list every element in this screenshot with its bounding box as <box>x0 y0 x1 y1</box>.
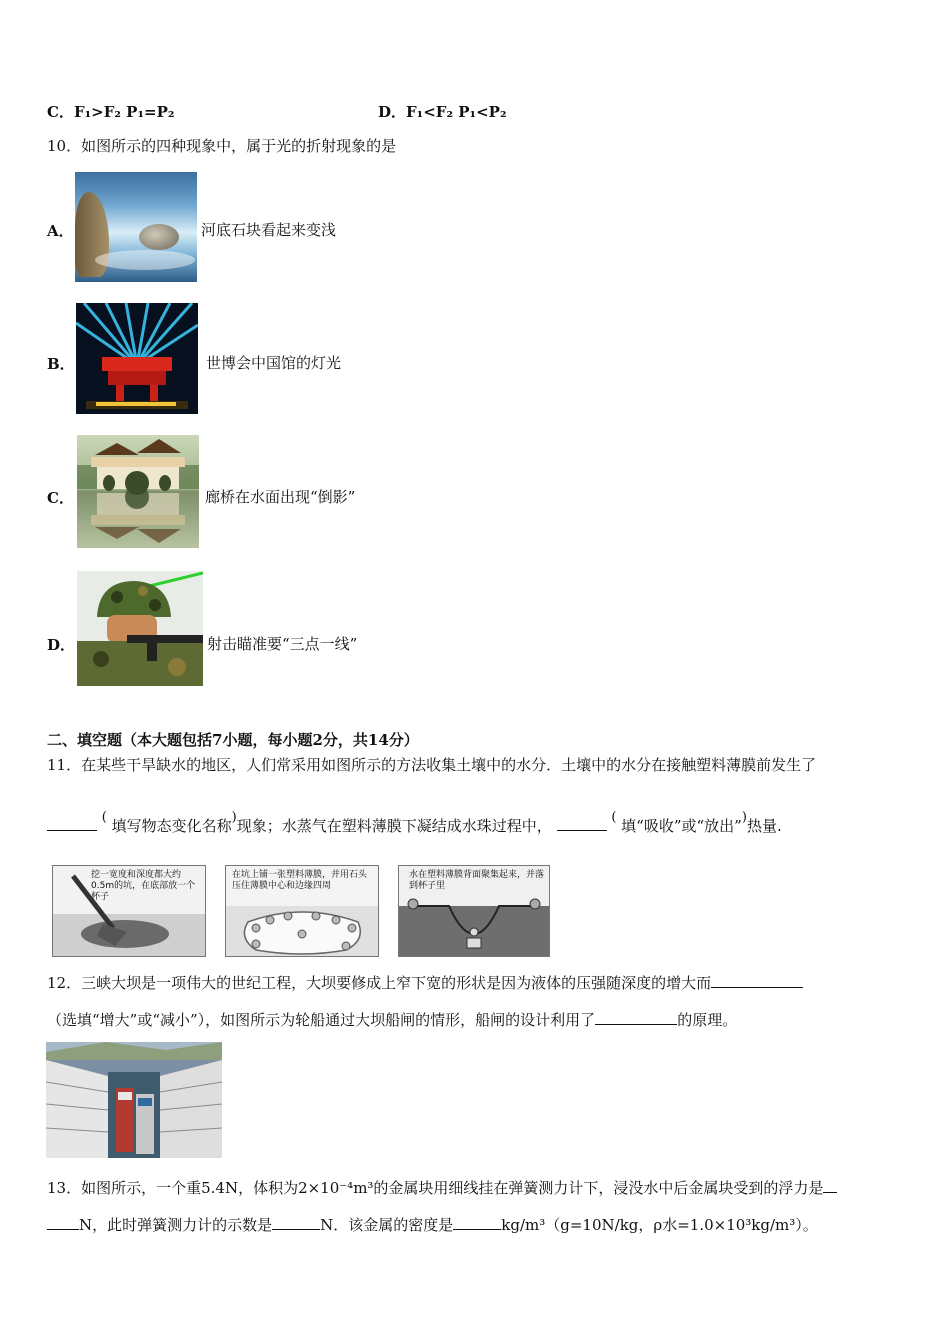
q11-paren-open-2: ( <box>611 810 617 825</box>
q11-paren-open-1: ( <box>101 810 107 825</box>
q11-hint-2: 填“吸收”或“放出” <box>621 817 742 835</box>
q10-option-a-label: A． <box>47 222 74 240</box>
q13-text-a: 13．如图所示，一个重5.4N，体积为2×10⁻⁴m³的金属块用细线挂在弹簧测力计下，浸没水中后金属块受到的浮力是 <box>47 1179 824 1197</box>
q10-option-d-text: 射击瞄准要“三点一线” <box>207 635 358 653</box>
q13-blank-1b[interactable] <box>47 1215 79 1230</box>
q12-line1 <box>47 973 803 993</box>
q13-line1 <box>47 1178 837 1198</box>
q10-option-c-text: 廊桥在水面出现“倒影” <box>205 488 356 506</box>
q10-option-d-label: D． <box>47 636 76 654</box>
q9-option-d <box>378 102 507 122</box>
q12-line2 <box>47 1010 737 1030</box>
q12-blank-1[interactable] <box>711 973 803 988</box>
q11-paren-close-2: ) <box>741 810 747 825</box>
q9-option-d-label: D． <box>378 103 407 121</box>
q13-text-d: kg/m³（g=10N/kg，ρ水=1.0×10³kg/m³）。 <box>501 1216 818 1234</box>
q10-option-b-label: B． <box>47 355 75 373</box>
q12-text-c: 的原理。 <box>677 1011 738 1029</box>
q9-option-c <box>47 102 174 122</box>
corridor-bridge-reflection-photo <box>77 435 199 548</box>
q13-text-c: N．该金属的密度是 <box>320 1216 454 1234</box>
river-stone-photo <box>75 172 197 282</box>
q10-stem: 10．如图所示的四种现象中，属于光的折射现象的是 <box>47 137 397 155</box>
q13-line2 <box>47 1215 818 1235</box>
q11-blank-1[interactable] <box>47 816 97 831</box>
q12-text-a: 12．三峡大坝是一项伟大的世纪工程，大坝要修成上窄下宽的形状是因为液体的压强随深度的增大而 <box>47 974 712 992</box>
q13-blank-1a[interactable] <box>823 1178 837 1193</box>
q12-text-b: （选填“增大”或“减小”），如图所示为轮船通过大坝船闸的情形，船闸的设计利用了 <box>47 1011 596 1029</box>
china-pavilion-light-photo <box>76 303 198 414</box>
soldier-aiming-photo <box>77 571 203 686</box>
q13-blank-2[interactable] <box>272 1215 320 1230</box>
cover-film-diagram <box>225 865 379 957</box>
section-heading: 二、填空题（本大题包括7小题，每小题2分，共14分） <box>47 731 419 749</box>
q9-option-d-text: F₁<F₂ P₁<P₂ <box>406 103 507 121</box>
q12-blank-2[interactable] <box>595 1010 677 1025</box>
q9-option-c-text: F₁>F₂ P₁=P₂ <box>73 103 175 121</box>
q9-option-c-label: C． <box>47 103 74 121</box>
cover-film-caption: 在坑上铺一张塑料薄膜，并用石头压住薄膜中心和边缘四周 <box>232 870 368 891</box>
q10-option-a-text: 河底石块看起来变浅 <box>201 221 337 239</box>
ship-lock-photo <box>46 1042 222 1158</box>
water-collect-diagram <box>398 865 550 957</box>
q10-option-b-text: 世博会中国馆的灯光 <box>206 354 342 372</box>
q11-text-d: 热量. <box>746 817 782 835</box>
dig-pit-diagram <box>52 865 206 957</box>
water-collect-caption: 水在塑料薄膜背面聚集起来，并落到杯子里 <box>409 870 545 891</box>
q11-line2 <box>47 810 782 838</box>
q11-blank-2[interactable] <box>557 816 607 831</box>
q11-line1: 11．在某些干旱缺水的地区，人们常采用如图所示的方法收集土壤中的水分．土壤中的水分在接触塑料薄膜前发生了 <box>47 756 817 774</box>
q11-text-b: 现象；水蒸气在塑料薄膜下凝结成水珠过程中， <box>236 817 552 835</box>
q13-text-b: N，此时弹簧测力计的示数是 <box>79 1216 273 1234</box>
q11-hint-1: 填写物态变化名称 <box>111 817 232 835</box>
dig-pit-caption: 挖一宽度和深度都大约0.5m的坑，在底部放一个杯子 <box>91 870 196 902</box>
q13-blank-3[interactable] <box>453 1215 501 1230</box>
q11-paren-close-1: ) <box>231 810 237 825</box>
q10-option-c-label: C． <box>47 489 74 507</box>
